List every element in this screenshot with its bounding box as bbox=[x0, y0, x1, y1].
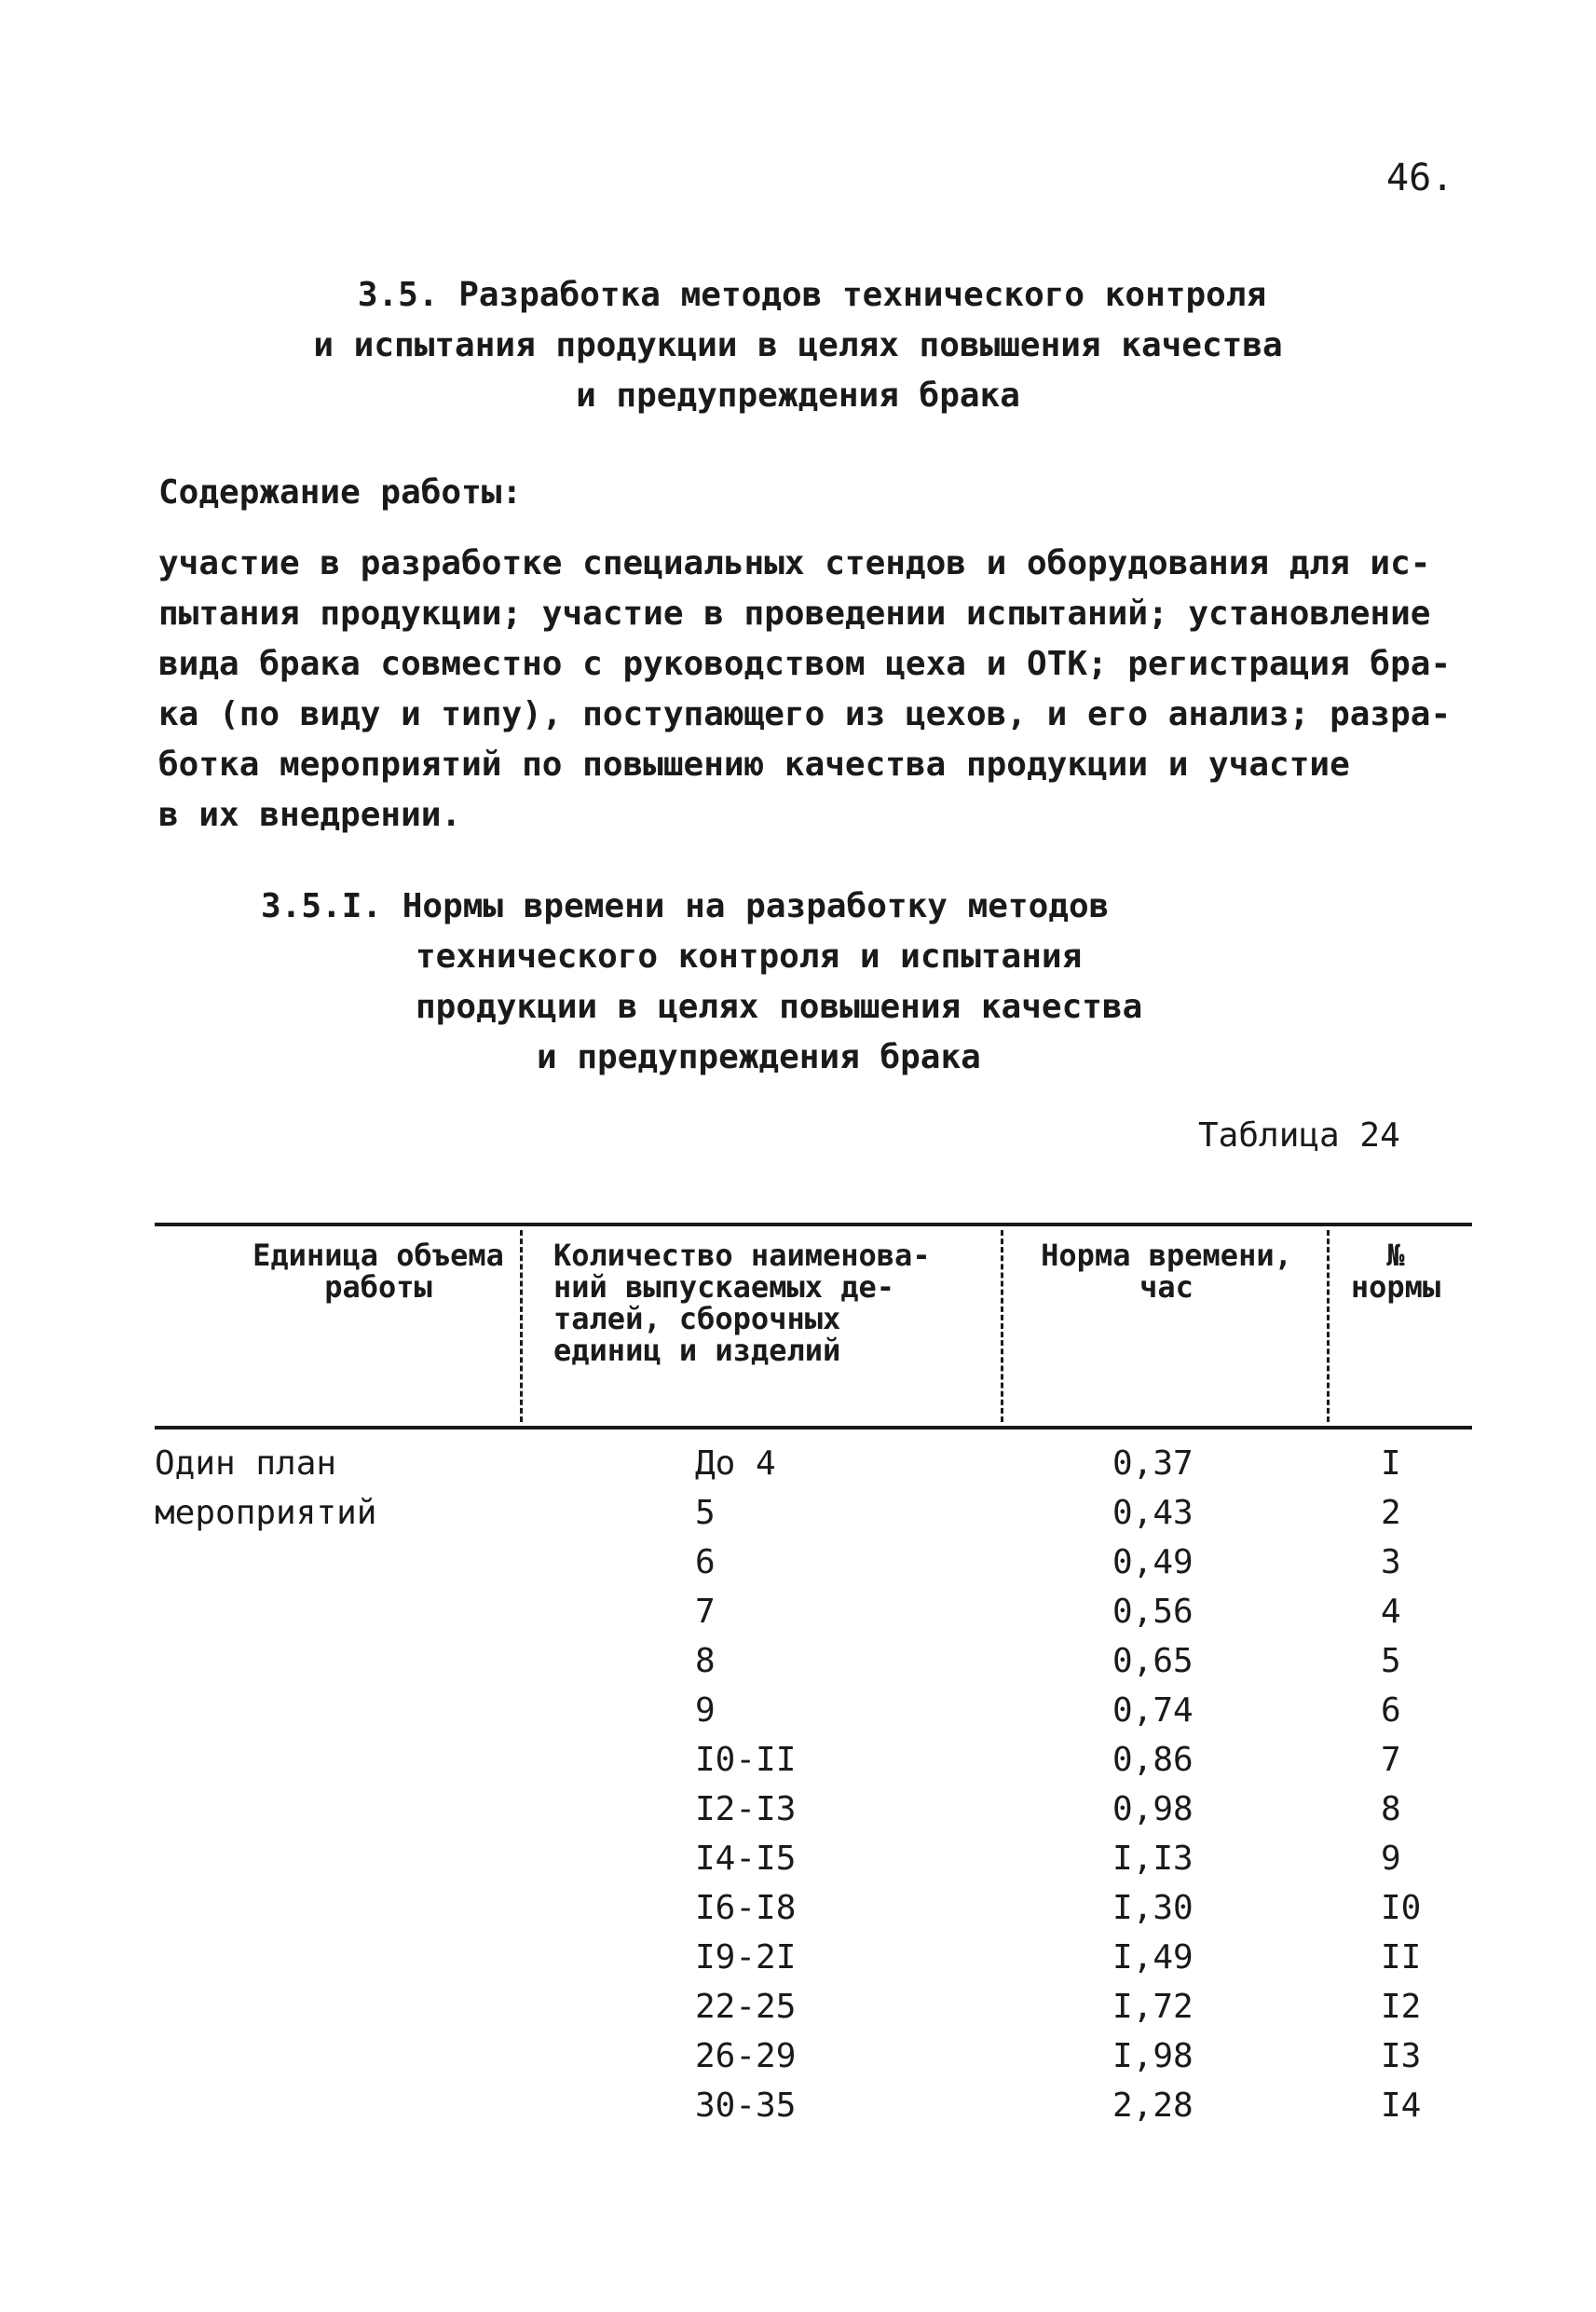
body-line: пытания продукции; участие в проведении испытаний; установление bbox=[158, 595, 1431, 633]
section-heading-line: 3.5. Разработка методов технического контроля bbox=[357, 276, 1267, 314]
table-row bbox=[155, 1938, 1472, 1988]
table-row bbox=[155, 1593, 1472, 1642]
body-paragraph bbox=[158, 539, 1500, 841]
column-separator bbox=[520, 1230, 523, 1422]
table-label: Таблица 24 bbox=[1198, 1116, 1400, 1155]
header-num bbox=[1330, 1239, 1461, 1303]
header-qty-line: единиц и изделий bbox=[553, 1333, 841, 1368]
cell-qty: I4-I5 bbox=[695, 1840, 797, 1878]
cell-time: 0,37 bbox=[1112, 1444, 1194, 1483]
table-row bbox=[155, 1840, 1472, 1889]
cell-num: I4 bbox=[1381, 2086, 1422, 2125]
header-num-line: нормы bbox=[1350, 1269, 1441, 1305]
cell-time: 0,49 bbox=[1112, 1543, 1194, 1581]
cell-num: 8 bbox=[1381, 1790, 1401, 1828]
cell-qty: I6-I8 bbox=[695, 1889, 797, 1927]
cell-time: I,49 bbox=[1112, 1938, 1194, 1977]
subsection-heading-line: продукции в целях повышения качества bbox=[416, 988, 1143, 1026]
cell-qty: 9 bbox=[695, 1691, 716, 1730]
cell-qty: До 4 bbox=[695, 1444, 776, 1483]
cell-time: 0,74 bbox=[1112, 1691, 1194, 1730]
table-row bbox=[155, 2037, 1472, 2086]
body-line: в их внедрении. bbox=[158, 796, 462, 834]
cell-qty: 7 bbox=[695, 1593, 716, 1631]
table-row bbox=[155, 1988, 1472, 2037]
cell-time: 0,65 bbox=[1112, 1642, 1194, 1680]
cell-num: 7 bbox=[1381, 1741, 1401, 1779]
cell-qty: 5 bbox=[695, 1494, 716, 1532]
cell-num: II bbox=[1381, 1938, 1422, 1977]
cell-time: I,98 bbox=[1112, 2037, 1194, 2075]
table-row bbox=[155, 1494, 1472, 1543]
header-time bbox=[1008, 1239, 1325, 1303]
column-separator bbox=[1001, 1230, 1003, 1422]
header-time-line: час bbox=[1139, 1269, 1194, 1305]
body-line: ботка мероприятий по повышению качества продукции и участие bbox=[158, 746, 1350, 784]
subsection-heading bbox=[261, 882, 1142, 1083]
header-num-line: № bbox=[1386, 1238, 1405, 1273]
header-qty-line: Количество наименова- bbox=[553, 1238, 931, 1273]
header-unit-line: работы bbox=[324, 1269, 432, 1305]
header-qty-line: ний выпускаемых де- bbox=[553, 1269, 895, 1305]
body-line: вида брака совместно с руководством цеха и ОТК; регистрация бра- bbox=[158, 645, 1452, 683]
subsection-heading-line: и предупреждения брака bbox=[537, 1038, 981, 1076]
body-line: ка (по виду и типу), поступающего из цехов, и его анализ; разра- bbox=[158, 695, 1452, 733]
cell-qty: I0-II bbox=[695, 1741, 797, 1779]
subsection-heading-line: технического контроля и испытания bbox=[416, 937, 1083, 976]
cell-time: I,72 bbox=[1112, 1988, 1194, 2026]
table-row bbox=[155, 1889, 1472, 1938]
cell-time: 2,28 bbox=[1112, 2086, 1194, 2125]
cell-unit: Один план bbox=[155, 1444, 337, 1483]
cell-num: 9 bbox=[1381, 1840, 1401, 1878]
cell-num: I2 bbox=[1381, 1988, 1422, 2026]
header-qty bbox=[553, 1239, 931, 1366]
header-unit-line: Единица объема bbox=[252, 1238, 504, 1273]
cell-num: 4 bbox=[1381, 1593, 1401, 1631]
cell-num: I bbox=[1381, 1444, 1401, 1483]
table-row bbox=[155, 1543, 1472, 1593]
table-row bbox=[155, 1642, 1472, 1691]
table-body bbox=[155, 1444, 1472, 2136]
cell-time: I,30 bbox=[1112, 1889, 1194, 1927]
table-row bbox=[155, 1790, 1472, 1840]
table-header-rule bbox=[155, 1426, 1472, 1430]
header-unit bbox=[201, 1239, 555, 1303]
cell-qty: 22-25 bbox=[695, 1988, 797, 2026]
cell-qty: 8 bbox=[695, 1642, 716, 1680]
table-row bbox=[155, 1444, 1472, 1494]
content-label: Содержание работы: bbox=[158, 473, 523, 512]
cell-qty: 6 bbox=[695, 1543, 716, 1581]
section-heading-line: и испытания продукции в целях повышения качества bbox=[313, 326, 1283, 364]
cell-num: I0 bbox=[1381, 1889, 1422, 1927]
cell-num: I3 bbox=[1381, 2037, 1422, 2075]
section-heading-line: и предупреждения брака bbox=[576, 376, 1020, 415]
section-heading bbox=[0, 270, 1596, 421]
cell-time: 0,86 bbox=[1112, 1741, 1194, 1779]
cell-time: I,I3 bbox=[1112, 1840, 1194, 1878]
cell-num: 5 bbox=[1381, 1642, 1401, 1680]
header-qty-line: талей, сборочных bbox=[553, 1301, 841, 1336]
cell-time: 0,43 bbox=[1112, 1494, 1194, 1532]
cell-qty: 26-29 bbox=[695, 2037, 797, 2075]
page-number: 46. bbox=[1386, 157, 1454, 199]
cell-num: 6 bbox=[1381, 1691, 1401, 1730]
cell-num: 3 bbox=[1381, 1543, 1401, 1581]
cell-qty: I2-I3 bbox=[695, 1790, 797, 1828]
table-row bbox=[155, 2086, 1472, 2136]
cell-time: 0,98 bbox=[1112, 1790, 1194, 1828]
cell-unit: мероприятий bbox=[155, 1494, 377, 1532]
table-row bbox=[155, 1741, 1472, 1790]
body-line: участие в разработке специальных стендов и оборудования для ис- bbox=[158, 544, 1431, 582]
header-time-line: Норма времени, bbox=[1041, 1238, 1292, 1273]
table-top-rule bbox=[155, 1223, 1472, 1226]
cell-num: 2 bbox=[1381, 1494, 1401, 1532]
table-row bbox=[155, 1691, 1472, 1741]
cell-qty: 30-35 bbox=[695, 2086, 797, 2125]
cell-time: 0,56 bbox=[1112, 1593, 1194, 1631]
cell-qty: I9-2I bbox=[695, 1938, 797, 1977]
column-separator bbox=[1327, 1230, 1330, 1422]
subsection-heading-line: 3.5.I. Нормы времени на разработку методов bbox=[261, 887, 1110, 925]
